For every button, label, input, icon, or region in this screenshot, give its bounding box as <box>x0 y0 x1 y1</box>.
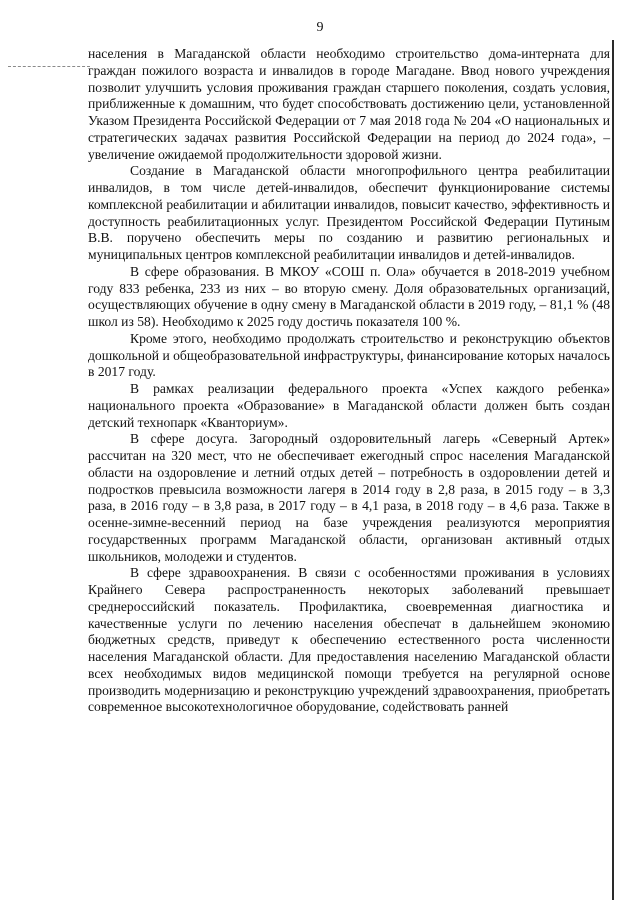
paragraph-education: В сфере образования. В МКОУ «СОШ п. Ола» обучается в 2018-2019 учебном году 833 ребенка, 233 из них – во вторую смену. Доля образовательных организаций, осуществляющих обучение в одну смену в Магаданской области в 2019 году, – 81,1 % (48 школ из 58). Необходимо к 2025 году достичь показателя 100 %. <box>88 263 610 329</box>
paragraph-housing-elderly: населения в Магаданской области необходимо строительство дома-интерната для граждан пожилого возраста и инвалидов в городе Магадане. Ввод нового учреждения позволит улучшить условия проживания граждан старшего поколения, создать условия, приближенные к домашним, что будет способствовать достижению цели, установленной Указом Президента Российской Федерации от 7 мая 2018 года № 204 «О национальных и стратегических задачах развития Российской Федерации на период до 2024 года», – увеличение ожидаемой продолжительности здоровой жизни. <box>88 46 610 162</box>
paragraph-leisure: В сфере досуга. Загородный оздоровительный лагерь «Северный Артек» рассчитан на 320 мест, что не обеспечивает ежегодный спрос населения Магаданской области на оздоровление и летний отдых детей – потребность в оздоровлении детей и подростков превысила возможности лагеря в 2014 году в 2,8 раза, в 2015 году – в 3,3 раза, в 2016 году – в 3,8 раза, в 2017 году – в 4,1 раза, в 2018 году – в 4,6 раза. Также в осенне-зимне-весенний период на базе учреждения реализуются мероприятия государственных программ Магаданской области, организован активный отдых школьников, молодежи и студентов. <box>88 431 610 564</box>
paragraph-kvantorium: В рамках реализации федерального проекта «Успех каждого ребенка» национального проекта «Образование» в Магаданской области должен быть создан детский технопарк «Кванториум». <box>88 381 610 430</box>
paragraph-healthcare: В сфере здравоохранения. В связи с особенностями проживания в условиях Крайнего Севера распространенность некоторых заболеваний превышает среднероссийский показатель. Профилактика, своевременная диагностика и качественные услуги по лечению населения обеспечат в дальнейшем экономию бюджетных средств, приведут к обеспечению естественного роста численности населения Магаданской области. Для предоставления населению Магаданской области всех необходимых видов медицинской помощи требуется на регулярной основе производить модернизацию и реконструкцию учреждений здравоохранения, приобретать современное высокотехнологичное оборудование, содействовать ранней <box>88 565 610 715</box>
page-edge-shadow <box>612 40 614 900</box>
paragraph-rehabilitation-center: Создание в Магаданской области многопрофильного центра реабилитации инвалидов, в том числе детей-инвалидов, обеспечит функционирование системы комплексной реабилитации и абилитации инвалидов, повысит качество, эффективность и доступность реабилитационных услуг. Президентом Российской Федерации Путиным В.В. поручено обеспечить меры по созданию и развитию региональных и муниципальных центров комплексной реабилитации инвалидов и детей-инвалидов. <box>88 163 610 262</box>
page-number: 9 <box>316 20 324 35</box>
paragraph-school-infrastructure: Кроме этого, необходимо продолжать строительство и реконструкцию объектов дошкольной и общеобразовательной инфраструктуры, финансирование которых началось в 2017 году. <box>88 330 610 380</box>
body-text <box>88 46 610 716</box>
scan-artifact-line <box>8 66 90 67</box>
